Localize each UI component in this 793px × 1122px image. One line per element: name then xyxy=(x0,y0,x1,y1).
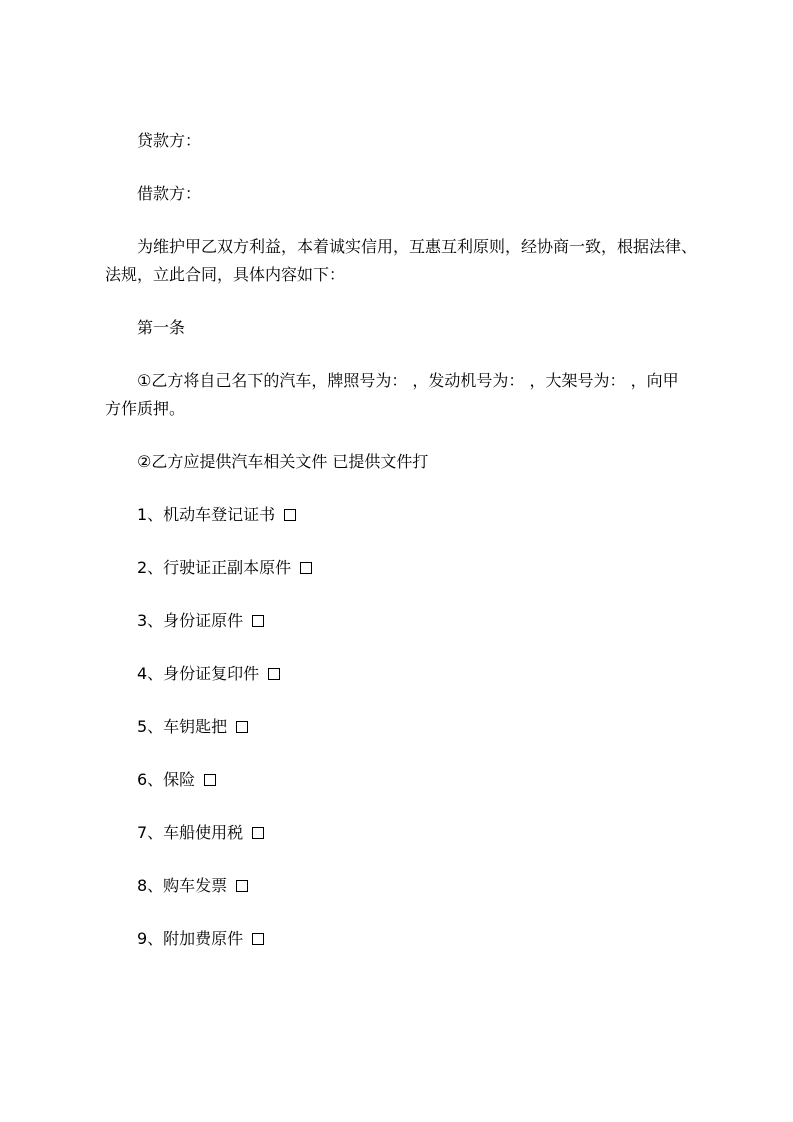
checklist-item-label: 1、机动车登记证书 xyxy=(137,505,276,524)
checkbox-icon xyxy=(236,880,248,892)
checklist-item-label: 9、附加费原件 xyxy=(137,929,244,948)
checklist-item-label: 2、行驶证正副本原件 xyxy=(137,558,292,577)
checklist-item xyxy=(105,766,698,794)
article-heading-paragraph xyxy=(105,314,698,342)
checkbox-icon xyxy=(252,615,264,627)
checklist-item xyxy=(105,607,698,635)
checklist-item xyxy=(105,819,698,847)
checklist-item xyxy=(105,501,698,529)
checklist-item-label: 6、保险 xyxy=(137,770,196,789)
document-checklist xyxy=(105,501,698,953)
clause-paragraph xyxy=(105,448,698,476)
checklist-item-label: 3、身份证原件 xyxy=(137,611,244,630)
checkbox-icon xyxy=(300,562,312,574)
preamble-line: 为维护甲乙双方利益，本着诚实信用，互惠互利原则，经协商一致，根据法律、 xyxy=(137,237,698,256)
checklist-item-label: 8、购车发票 xyxy=(137,876,228,895)
checkbox-icon xyxy=(284,509,296,521)
lender-label: 贷款方： xyxy=(137,131,202,150)
checkbox-icon xyxy=(236,721,248,733)
preamble-line: 法规，立此合同，具体内容如下： xyxy=(105,265,346,284)
clause-line: 方作质押。 xyxy=(105,399,186,418)
checklist-item xyxy=(105,713,698,741)
contract-body xyxy=(105,127,698,978)
checkbox-icon xyxy=(252,827,264,839)
checklist-item-label: 4、身份证复印件 xyxy=(137,664,260,683)
checklist-item-label: 7、车船使用税 xyxy=(137,823,244,842)
borrower-label: 借款方： xyxy=(137,184,202,203)
checkbox-icon xyxy=(252,933,264,945)
lender-paragraph xyxy=(105,127,698,155)
checklist-item-label: 5、车钥匙把 xyxy=(137,717,228,736)
checklist-item xyxy=(105,660,698,688)
checkbox-icon xyxy=(268,668,280,680)
article-heading: 第一条 xyxy=(137,318,186,337)
checklist-item xyxy=(105,872,698,900)
borrower-paragraph xyxy=(105,180,698,208)
clause-paragraph xyxy=(105,367,698,423)
checklist-item xyxy=(105,925,698,953)
checkbox-icon xyxy=(204,774,216,786)
clause-line: ①乙方将自己名下的汽车，牌照号为： ，发动机号为： ，大架号为： ，向甲 xyxy=(137,371,679,390)
preamble-paragraph xyxy=(105,233,698,289)
clause-line: ②乙方应提供汽车相关文件 已提供文件打 xyxy=(137,452,429,471)
checklist-item xyxy=(105,554,698,582)
